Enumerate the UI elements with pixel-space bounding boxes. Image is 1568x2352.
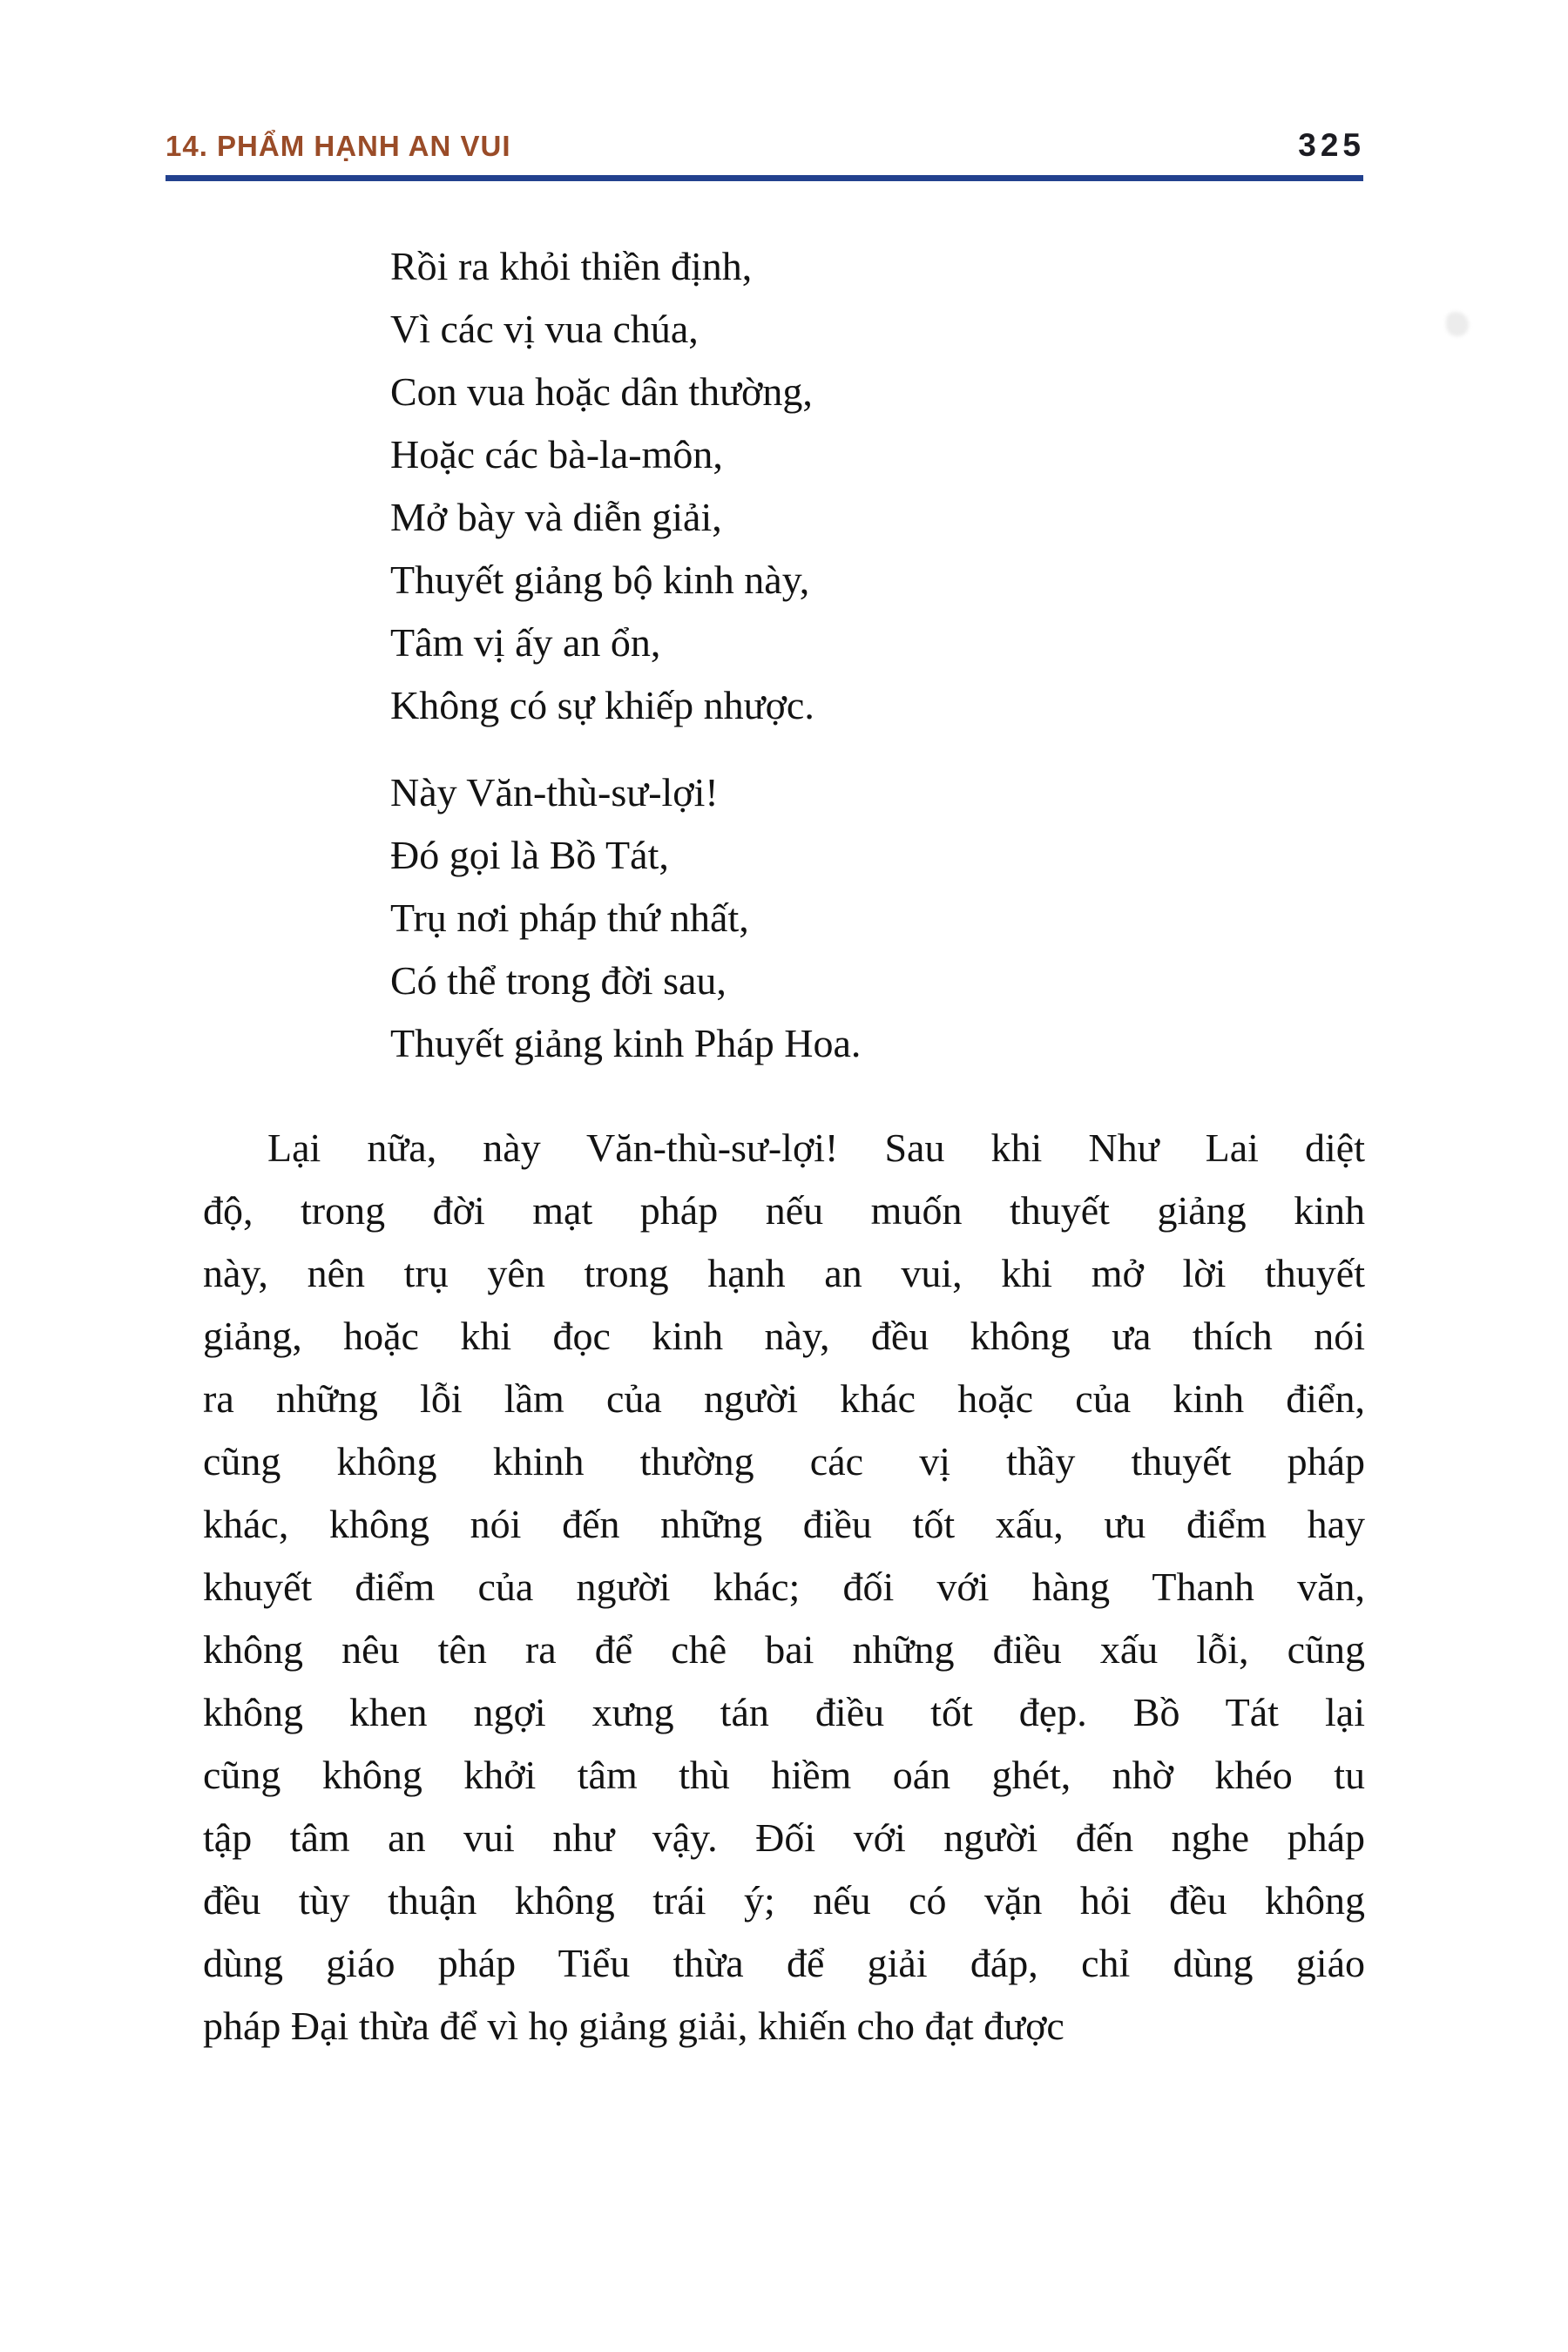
verse-line: Vì các vị vua chúa, xyxy=(390,307,699,351)
verse-line: Rồi ra khỏi thiền định, xyxy=(390,244,753,288)
verse-line: Này Văn-thù-sư-lợi! xyxy=(390,770,719,814)
prose-paragraph xyxy=(203,1117,1365,2058)
verse-line: Thuyết giảng kinh Pháp Hoa. xyxy=(390,1021,862,1065)
prose-line: Lại nữa, này Văn-thù-sư-lợi! Sau khi Như Lai diệt xyxy=(267,1125,1365,1170)
chapter-title: 14. PHẨM HẠNH AN VUI xyxy=(166,130,511,162)
header-divider-rule xyxy=(166,175,1363,181)
prose-line: khuyết điểm của người khác; đối với hàng Thanh văn, xyxy=(203,1565,1365,1609)
prose-line: pháp Đại thừa để vì họ giảng giải, khiến cho đạt được xyxy=(203,2004,1064,2048)
verse-line: Đó gọi là Bồ Tát, xyxy=(390,833,669,877)
verse-stanza-2 xyxy=(390,761,1365,1075)
verse-line: Thuyết giảng bộ kinh này, xyxy=(390,558,810,602)
scan-smudge-artifact xyxy=(1446,312,1469,336)
prose-line: giảng, hoặc khi đọc kinh này, đều không ưa thích nói xyxy=(203,1314,1365,1358)
verse-stanza-1 xyxy=(390,235,1365,737)
verse-line: Tâm vị ấy an ổn, xyxy=(390,620,661,665)
prose-line: độ, trong đời mạt pháp nếu muốn thuyết giảng kinh xyxy=(203,1188,1365,1233)
prose-line: dùng giáo pháp Tiểu thừa để giải đáp, chỉ dùng giáo xyxy=(203,1941,1365,1985)
page-number: 325 xyxy=(1298,127,1365,163)
verse-line: Hoặc các bà-la-môn, xyxy=(390,432,723,476)
verse-line: Không có sự khiếp nhược. xyxy=(390,683,814,727)
verse-line: Có thể trong đời sau, xyxy=(390,958,727,1003)
verse-line: Trụ nơi pháp thứ nhất, xyxy=(390,896,749,940)
prose-line: không nêu tên ra để chê bai những điều xấu lỗi, cũng xyxy=(203,1627,1365,1672)
prose-line: cũng không khinh thường các vị thầy thuyết pháp xyxy=(203,1439,1365,1484)
prose-line: tập tâm an vui như vậy. Đối với người đến nghe pháp xyxy=(203,1815,1365,1860)
prose-line: cũng không khởi tâm thù hiềm oán ghét, nhờ khéo tu xyxy=(203,1753,1365,1797)
verse-line: Con vua hoặc dân thường, xyxy=(390,369,813,414)
prose-line: ra những lỗi lầm của người khác hoặc của kinh điển, xyxy=(203,1376,1365,1421)
running-header xyxy=(166,127,1365,164)
prose-line: đều tùy thuận không trái ý; nếu có vặn hỏi đều không xyxy=(203,1878,1365,1923)
verse-line: Mở bày và diễn giải, xyxy=(390,495,722,539)
prose-line: không khen ngợi xưng tán điều tốt đẹp. Bồ Tát lại xyxy=(203,1690,1365,1734)
prose-line: này, nên trụ yên trong hạnh an vui, khi mở lời thuyết xyxy=(203,1251,1365,1295)
prose-line: khác, không nói đến những điều tốt xấu, ưu điểm hay xyxy=(203,1502,1365,1546)
page-content xyxy=(203,235,1365,2058)
